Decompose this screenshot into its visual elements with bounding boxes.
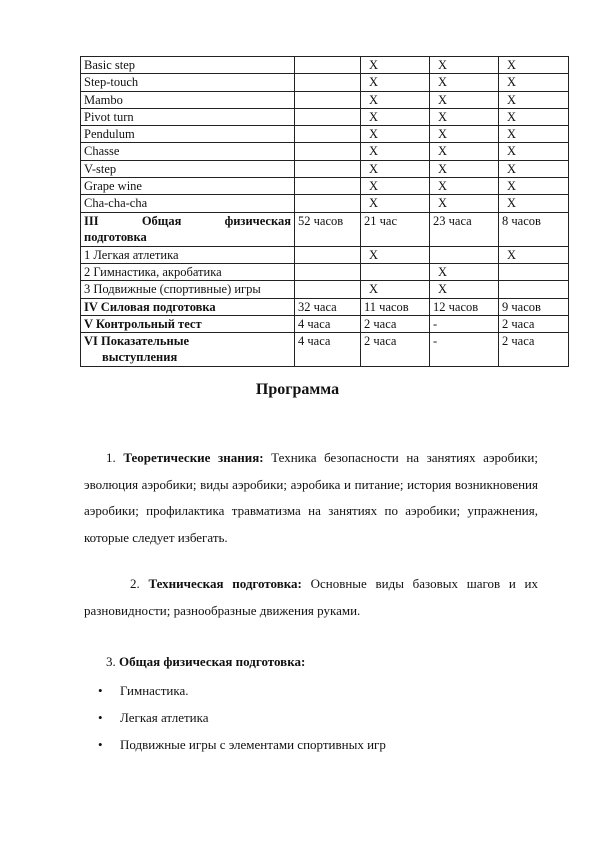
cell-col1 (295, 57, 361, 74)
paragraph-heading: Теоретические знания: (123, 450, 264, 465)
list-number: 3. (106, 654, 119, 669)
cell-col1 (295, 108, 361, 125)
cell-col1 (295, 195, 361, 212)
cell-col2: X (361, 195, 430, 212)
cell-col2: X (361, 143, 430, 160)
table-row (81, 246, 569, 263)
row-label: Grape wine (81, 178, 295, 195)
cell-col2: 21 час (361, 212, 430, 246)
cell-col3: X (430, 74, 499, 91)
cell-col3: X (430, 263, 499, 280)
cell-col3: X (430, 178, 499, 195)
row-label: V-step (81, 160, 295, 177)
list-item-text: Гимнастика. (120, 683, 189, 698)
row-label: 3 Подвижные (спортивные) игры (81, 281, 295, 298)
row-label-line1 (84, 213, 291, 229)
cell-col3: 23 часа (430, 212, 499, 246)
cell-col1: 4 часа (295, 333, 361, 367)
paragraph-technical (84, 571, 538, 624)
paragraph-heading: Техническая подготовка: (148, 576, 302, 591)
cell-col4: 2 часа (499, 333, 569, 367)
list-item (84, 704, 386, 731)
cell-col1: 4 часа (295, 315, 361, 332)
cell-col3: X (430, 126, 499, 143)
row-label: Pivot turn (81, 108, 295, 125)
program-title: Программа (255, 381, 340, 398)
cell-col3: X (430, 91, 499, 108)
row-label-line1: VI Показательные (84, 334, 190, 349)
schedule-table (80, 56, 569, 367)
row-label: V Контрольный тест (81, 315, 295, 332)
cell-col2 (361, 263, 430, 280)
cell-col3: X (430, 195, 499, 212)
cell-col4: X (499, 143, 569, 160)
cell-col1 (295, 263, 361, 280)
label-part: физическая (224, 213, 291, 228)
row-label: Step-touch (81, 74, 295, 91)
cell-col2: 11 часов (361, 298, 430, 315)
cell-col2: X (361, 160, 430, 177)
cell-col4: X (499, 246, 569, 263)
cell-col1 (295, 126, 361, 143)
bullet-icon: • (98, 683, 103, 698)
label-part: III (84, 213, 99, 228)
cell-col1: 52 часов (295, 212, 361, 246)
cell-col2: X (361, 281, 430, 298)
cell-col2: X (361, 246, 430, 263)
cell-col4: X (499, 91, 569, 108)
table-row-control-test (81, 315, 569, 332)
list-item-text: Легкая атлетика (120, 710, 209, 725)
list-item (84, 677, 386, 704)
table-row (81, 143, 569, 160)
table-row (81, 57, 569, 74)
cell-col3: X (430, 57, 499, 74)
bullet-icon: • (98, 737, 103, 752)
paragraph-text: Основные виды базовых шагов и их разновидности; разнообразные движения руками. (84, 576, 538, 618)
paragraph-text: Техника безопасности на занятиях аэробики; эволюция аэробики; виды аэробики; аэробика и питание; история возникновения аэробики; профилактика травматизма на занятиях по аэробики; упражнения, которые следует избегать. (84, 450, 538, 545)
cell-col1 (295, 91, 361, 108)
cell-col1: 32 часа (295, 298, 361, 315)
table-row (81, 178, 569, 195)
list-number: 1. (106, 450, 124, 465)
row-label-line2: подготовка (84, 229, 147, 244)
table-row (81, 160, 569, 177)
cell-col3: - (430, 333, 499, 367)
cell-col1 (295, 281, 361, 298)
paragraph-heading: Общая физическая подготовка: (119, 654, 306, 669)
row-label: Cha-cha-cha (81, 195, 295, 212)
cell-col4 (499, 281, 569, 298)
cell-col1 (295, 74, 361, 91)
row-label: IV Силовая подготовка (81, 298, 295, 315)
cell-col3: X (430, 143, 499, 160)
cell-col2: 2 часа (361, 333, 430, 367)
table-row (81, 74, 569, 91)
cell-col1 (295, 246, 361, 263)
row-label-line2: выступления (102, 350, 178, 365)
row-label: Mambo (81, 91, 295, 108)
cell-col3: 12 часов (430, 298, 499, 315)
paragraph-theory (84, 445, 538, 551)
row-label (81, 333, 295, 367)
cell-col3 (430, 246, 499, 263)
cell-col3: X (430, 160, 499, 177)
cell-col2: 2 часа (361, 315, 430, 332)
table-row-general-physical (81, 212, 569, 246)
cell-col2: X (361, 178, 430, 195)
bullet-icon: • (98, 710, 103, 725)
cell-col4: 9 часов (499, 298, 569, 315)
table-row-performances (81, 333, 569, 367)
cell-col3: - (430, 315, 499, 332)
cell-col4: 2 часа (499, 315, 569, 332)
cell-col2: X (361, 57, 430, 74)
row-label: 1 Легкая атлетика (81, 246, 295, 263)
cell-col4: X (499, 160, 569, 177)
list-item-text: Подвижные игры с элементами спортивных игр (120, 737, 386, 752)
cell-col2: X (361, 74, 430, 91)
table-row (81, 281, 569, 298)
cell-col3: X (430, 281, 499, 298)
cell-col1 (295, 178, 361, 195)
cell-col4 (499, 263, 569, 280)
list-number: 2. (130, 576, 149, 591)
table-row-strength (81, 298, 569, 315)
table-row (81, 108, 569, 125)
cell-col4: X (499, 57, 569, 74)
cell-col2: X (361, 108, 430, 125)
cell-col4: 8 часов (499, 212, 569, 246)
list-item (84, 731, 386, 758)
row-label: Pendulum (81, 126, 295, 143)
cell-col1 (295, 143, 361, 160)
cell-col3: X (430, 108, 499, 125)
cell-col4: X (499, 74, 569, 91)
bullet-list (84, 677, 386, 758)
cell-col2: X (361, 126, 430, 143)
cell-col1 (295, 160, 361, 177)
row-label: Chasse (81, 143, 295, 160)
label-part: Общая (141, 213, 182, 228)
cell-col4: X (499, 126, 569, 143)
table-row (81, 263, 569, 280)
cell-col4: X (499, 108, 569, 125)
row-label: 2 Гимнастика, акробатика (81, 263, 295, 280)
cell-col4: X (499, 195, 569, 212)
table-row (81, 195, 569, 212)
paragraph-general-physical (84, 649, 538, 676)
cell-col2: X (361, 91, 430, 108)
row-label (81, 212, 295, 246)
table-row (81, 126, 569, 143)
row-label: Basic step (81, 57, 295, 74)
table-row (81, 91, 569, 108)
cell-col4: X (499, 178, 569, 195)
